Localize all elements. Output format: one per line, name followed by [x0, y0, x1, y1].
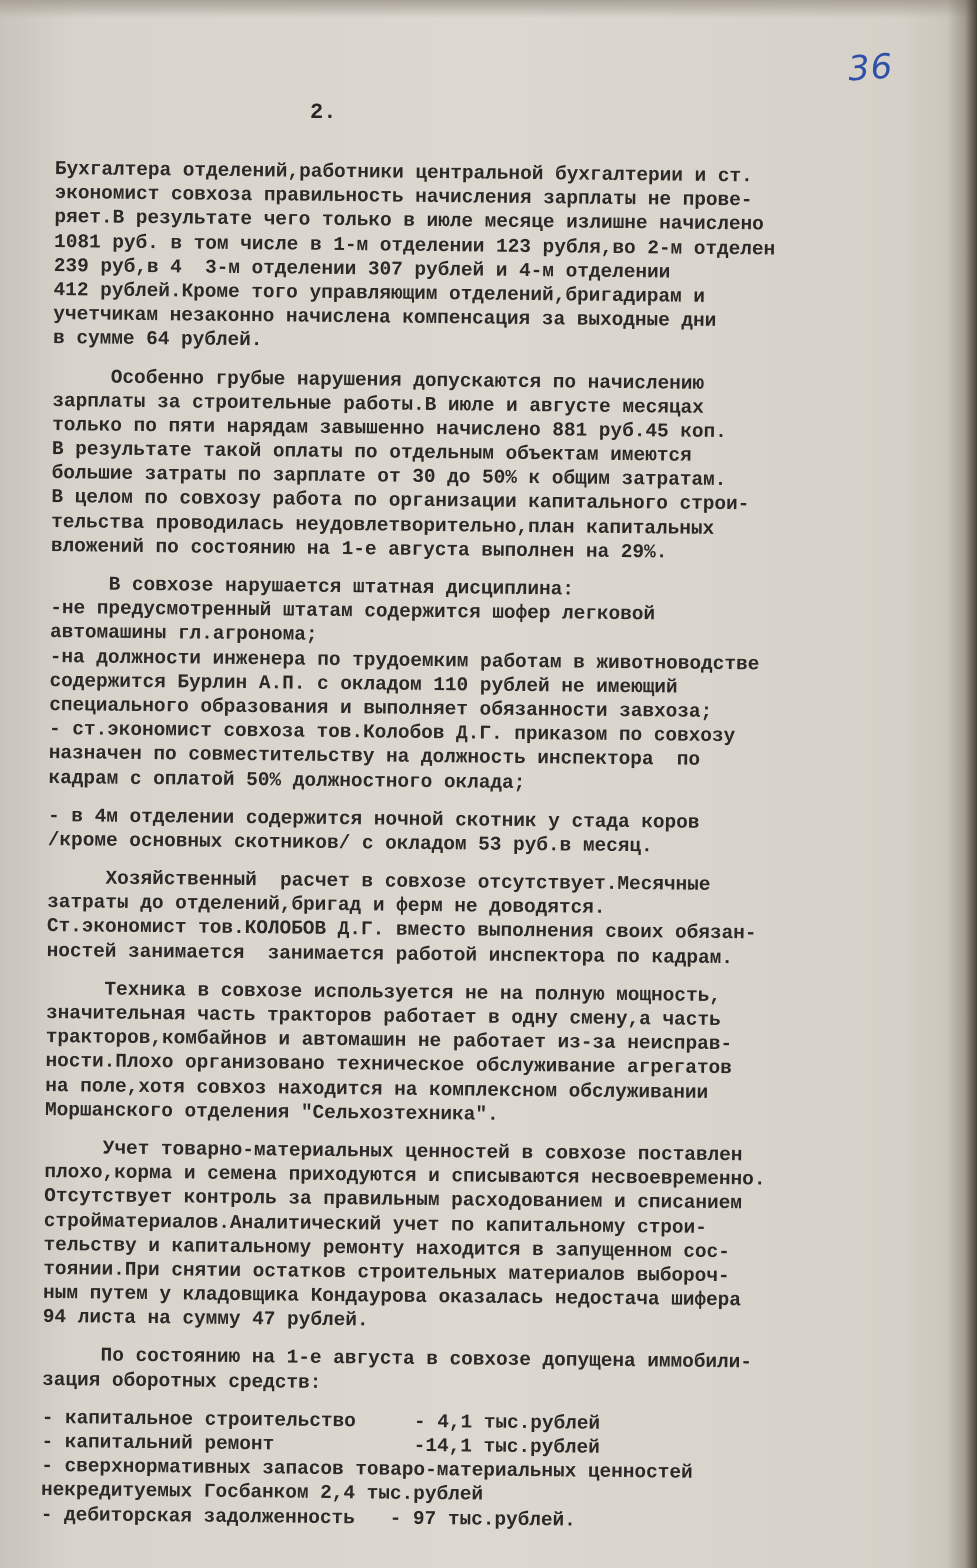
paragraph	[47, 866, 943, 972]
paragraph	[43, 1136, 940, 1339]
text-line: Особенно грубые нарушения допускаются по начислению	[52, 365, 705, 395]
text-line: плохо,корма и семена приходуются и списываются несвоевременно.	[44, 1161, 766, 1191]
text-line: Бухгалтера отделений,работники центральной бухгалтерии и ст.	[54, 157, 753, 188]
text-line: некредитуемых Госбанком 2,4 тыс.рублей	[40, 1479, 484, 1506]
text-line: ности.Плохо организовано техническое обслуживание агрегатов	[45, 1050, 732, 1080]
paragraph	[48, 572, 945, 799]
text-line: - ст.экономист совхоза тов.Колобов Д.Г. приказом по совхозу	[48, 718, 736, 748]
text-line: большие затраты по зарплате от 30 до 50% к общим затратам.	[51, 462, 727, 492]
text-line: тельства проводилась неудовлетворительно,план капитальных	[51, 510, 715, 540]
text-line: -не предусмотренный штатам содержится шофер легковой	[50, 597, 656, 626]
text-line: вложений по состоянию на 1-е августа выполнен на 29%.	[50, 534, 668, 564]
text-line: В результате такой оплаты по отдельным объектам имеются	[51, 438, 692, 467]
text-line: 412 рублей.Кроме того управляющим отделений,бригадирам и	[53, 278, 706, 308]
text-line: Ст.экономист тов.КОЛОБОВ Д.Г. вместо выполнения своих обязан-	[46, 915, 757, 945]
text-line: По состоянию на 1-е августа в совхозе допущена иммобили-	[42, 1344, 753, 1374]
text-line: -на должности инженера по трудоемким работам в животноводстве	[49, 645, 760, 675]
text-line: - сверхнормативных запасов товаро-материальных ценностей	[41, 1455, 693, 1484]
text-line: Техника в совхозе используется не на полную мощность,	[46, 977, 722, 1007]
text-line: в сумме 64 рублей.	[52, 327, 263, 352]
text-line: назначен по совместительству на должность инспектора по	[48, 742, 701, 772]
text-line: В целом по совхозу работа по организации капитального строи-	[51, 486, 750, 516]
page-shadow-right	[947, 0, 977, 1568]
text-line: тоянии.При снятии остатков строительных материалов выбороч-	[43, 1257, 730, 1287]
text-line: /кроме основных скотников/ с окладом 53 руб.в месяц.	[47, 828, 653, 858]
text-line: - капитальное строительство - 4,1 тыс.рублей	[41, 1406, 601, 1435]
text-line: тракторов,комбайнов и автомашин не работает из-за неисправ-	[45, 1026, 733, 1056]
text-line: зация оборотных средств:	[42, 1368, 322, 1394]
text-line: Учет товарно-материальных ценностей в совхозе поставлен	[44, 1136, 743, 1167]
text-line: специального образования и выполняет обязанности завхоза;	[49, 693, 713, 723]
text-line: стройматериалов.Аналитический учет по капитальному строи-	[43, 1209, 707, 1239]
page-shadow-top	[0, 0, 977, 18]
text-line: содержится Бурлин А.П. с окладом 110 рублей не имеющий	[49, 669, 678, 699]
text-line: затраты до отделений,бригад и ферм не доводятся.	[47, 891, 606, 920]
text-line: на поле,хотя совхоз находится на комплексном обслуживании	[45, 1074, 709, 1104]
text-line: Хозяйственный расчет в совхозе отсутствует.Месячные	[47, 867, 711, 896]
text-line: зарплаты за строительные работы.В июле и августе месяцах	[52, 389, 704, 419]
text-line: значительная часть тракторов работает в одну смену,а часть	[45, 1001, 721, 1032]
paragraph	[51, 364, 948, 567]
paragraph	[48, 804, 943, 862]
paragraph	[42, 1343, 937, 1401]
text-line: тельству и капитальному ремонту находится в запущенном сос-	[43, 1233, 730, 1263]
text-line: автомашины гл.агронома;	[49, 621, 318, 647]
text-line: - в 4м отделении содержится ночной скотник у стада коров	[47, 804, 700, 834]
text-line: 1081 руб. в том числе в 1-м отделении 123 рубля,во 2-м отделен	[53, 230, 776, 261]
paragraph	[41, 1406, 937, 1536]
document-body	[41, 157, 950, 1550]
text-line: учетчикам незаконно начислена компенсация за выходные дни	[53, 303, 717, 333]
text-line: экономист совхоза правильность начисления зарплаты не прове-	[54, 182, 753, 212]
text-line: ряет.В результате чего только в июле месяце излишне начислено	[54, 206, 764, 236]
text-line: 94 листа на сумму 47 рублей.	[42, 1306, 369, 1332]
text-line: Моршанского отделения "Сельхозтехника".	[44, 1098, 499, 1126]
paragraph	[45, 977, 941, 1131]
text-line: - капитальний ремонт -14,1 тыс.рублей	[41, 1430, 600, 1459]
paragraph	[53, 157, 950, 360]
text-line: ным путем у кладовщика Кондаурова оказалась недостача шифера	[42, 1282, 742, 1312]
text-line: В совхозе нарушается штатная дисциплина:	[50, 572, 575, 601]
text-line: только по пяти нарядам завышенно начислено 881 руб.45 коп.	[52, 413, 727, 443]
text-line: - дебиторская задолженность - 97 тыс.рублей.	[40, 1503, 576, 1532]
text-line: Отсутствует контроль за правильным расходованием и списанием	[44, 1185, 743, 1215]
page-number: 2.	[310, 100, 337, 125]
handwritten-folio-number: 36	[846, 46, 895, 90]
text-line: кадрам с оплатой 50% должностного оклада;	[48, 766, 526, 794]
text-line: ностей занимается занимается работой инспектора по кадрам.	[46, 939, 734, 969]
text-line: 239 руб,в 4 3-м отделении 307 рублей и 4-м отделении	[53, 254, 671, 284]
